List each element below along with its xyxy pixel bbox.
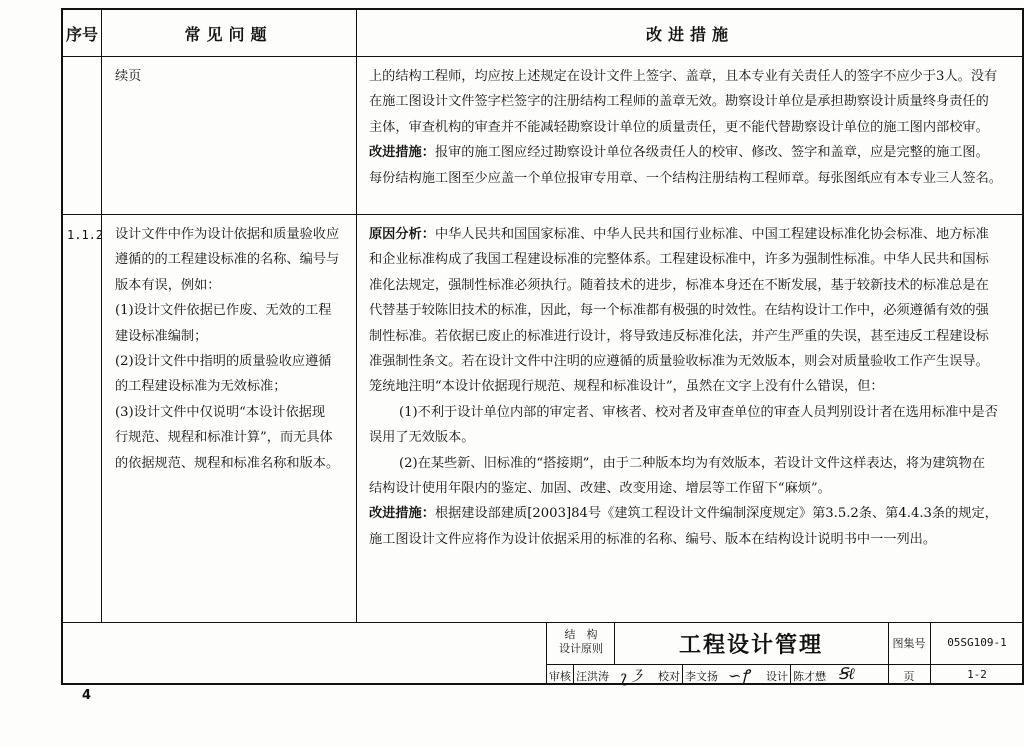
measure-text: 准化法规定，强制性标准必须执行。随着技术的进步，标准本身还在不断发展，基于较新技术的标准总是在 xyxy=(369,277,989,293)
measure-text: 结构设计使用年限内的鉴定、加固、改建、改变用途、增层等工作留下“麻烦”。 xyxy=(369,481,831,497)
measure-line xyxy=(369,140,1019,165)
measure-line xyxy=(369,222,1019,247)
atlas-number: 05SG109-1 xyxy=(947,636,1007,649)
measure-line xyxy=(369,273,1019,298)
measure-text: 主体，审查机构的审查并不能减轻勘察设计单位的质量责任，更不能代替勘察设计单位的施工图内部校审。 xyxy=(369,119,989,135)
measure-text: 中华人民共和国国家标准、中华人民共和国行业标准、中国工程建设标准化协会标准、地方标准 xyxy=(434,227,989,242)
measure-text: 在施工图设计文件签字栏签字的注册结构工程师的盖章无效。勘察设计单位是承担勘察设计质量终身责任的 xyxy=(369,94,989,110)
measure-line xyxy=(369,166,1019,191)
measure-line xyxy=(369,298,1019,323)
problem-line: 版本有误，例如： xyxy=(115,277,221,293)
measure-label: 改进措施： xyxy=(369,145,435,161)
measure-line xyxy=(369,501,1019,526)
header-problem: 常见问题 xyxy=(184,24,273,44)
header-measure: 改进措施 xyxy=(645,24,734,44)
category-line-1: 结 构 xyxy=(564,628,598,641)
problem-line: 的依据规范、规程和标准名称和版本。 xyxy=(115,455,340,471)
check-label: 校对 xyxy=(658,670,680,683)
row-2-problem xyxy=(115,222,350,476)
header-no: 序号 xyxy=(65,24,98,44)
category-line-2: 设计原则 xyxy=(559,642,603,655)
review-label: 审核 xyxy=(549,670,571,683)
measure-line xyxy=(369,247,1019,272)
measure-line xyxy=(369,527,1019,552)
measure-line xyxy=(369,89,1019,114)
col-divider-1 xyxy=(101,10,102,622)
measure-text: 笼统地注明“本设计依据现行规范、规程和标准设计”，虽然在文字上没有什么错误，但： xyxy=(369,379,884,395)
problem-line: (3)设计文件中仅说明“本设计依据现 xyxy=(115,404,326,420)
measure-line xyxy=(369,476,1019,501)
problem-line: 建设标准编制； xyxy=(115,328,208,344)
row-2-number: 1.1.2 xyxy=(67,228,104,242)
measure-label: 原因分析： xyxy=(369,227,435,242)
problem-line: 遵循的的工程建设标准的名称、编号与 xyxy=(115,252,340,268)
page-number-box: 1-2 xyxy=(967,668,987,681)
measure-text: 每份结构施工图至少应盖一个单位报审专用章、一个结构注册结构工程师章。每张图纸应有本专业三人签名。 xyxy=(369,170,1002,186)
row-divider xyxy=(63,214,1022,215)
measure-text: 代替基于较陈旧技术的标准，因此，每一个标准都有极强的时效性。在结构设计工作中，必须遵循有效的强 xyxy=(369,303,989,319)
measure-line xyxy=(369,115,1019,140)
measure-text: 根据建设部建质[2003]84号《建筑工程设计文件编制深度规定》第3.5.2条、第4.4.3条的规定， xyxy=(434,506,998,522)
atlas-label: 图集号 xyxy=(892,637,926,650)
title-block xyxy=(546,622,1024,685)
measure-label: 改进措施： xyxy=(369,506,435,522)
measure-text: 准强制性条文。若在设计文件中注明的应遵循的质量验收标准为无效版本，则会对质量验收工作产生误导。 xyxy=(369,354,989,370)
measure-text: 报审的施工图应经过勘察设计单位各级责任人的校审、修改、签字和盖章，应是完整的施工图。 xyxy=(434,145,989,161)
problem-line: (2)设计文件中指明的质量验收应遵循 xyxy=(115,354,332,370)
row-1-measure xyxy=(369,64,1019,191)
drawing-sheet xyxy=(61,8,1024,685)
page-label: 页 xyxy=(903,670,915,683)
problem-line: (1)设计文件依据已作废、无效的工程 xyxy=(115,303,332,319)
measure-line xyxy=(369,349,1019,374)
measure-text: 施工图设计文件应将作为设计依据采用的标准的名称、编号、版本在结构设计说明书中一一列出。 xyxy=(369,531,937,547)
checker-name: 李文扬 xyxy=(685,670,718,683)
measure-line xyxy=(369,425,1019,450)
row-2-measure xyxy=(369,222,1019,552)
design-label: 设计 xyxy=(766,670,788,683)
measure-line xyxy=(369,374,1019,399)
header-divider xyxy=(63,56,1022,57)
problem-line: 行规范、规程和标准计算”，而无具体 xyxy=(115,430,333,446)
measure-line xyxy=(369,400,1019,425)
drawing-title: 工程设计管理 xyxy=(678,633,823,658)
reviewer-name: 汪洪涛 xyxy=(576,670,609,683)
measure-line xyxy=(369,451,1019,476)
measure-text: (1)不利于设计单位内部的审定者、审核者、校对者及审查单位的审查人员判别设计者在选用标准中是否 xyxy=(399,404,998,420)
measure-line xyxy=(369,64,1019,89)
reviewer-signature: ʅ㇋ xyxy=(620,667,644,686)
col-divider-2 xyxy=(356,10,357,622)
measure-text: 上的结构工程师，均应按上述规定在设计文件上签字、盖章，且本专业有关责任人的签字不应少于3人。没有 xyxy=(369,69,998,84)
category-label xyxy=(550,628,612,656)
row-1-problem xyxy=(115,64,350,89)
problem-line: 续页 xyxy=(115,69,142,84)
measure-text: 和企业标准构成了我国工程建设标准的完整体系。工程建设标准中，许多为强制性标准。中华人民共和国标 xyxy=(369,252,989,268)
checker-signature: ∽ꝭ xyxy=(728,666,749,685)
page-number: 4 xyxy=(82,688,92,703)
measure-text: 误用了无效版本。 xyxy=(369,430,475,446)
measure-line xyxy=(369,324,1019,349)
problem-line: 的工程建设标准为无效标准； xyxy=(115,379,287,395)
measure-text: (2)在某些新、旧标准的“搭接期”，由于二种版本均为有效版本，若设计文件这样表达，将为建筑物在 xyxy=(399,455,986,471)
designer-name: 陈才懋 xyxy=(793,670,826,683)
problem-line: 设计文件中作为设计依据和质量验收应 xyxy=(115,227,340,242)
designer-signature: Ꞩℓ xyxy=(838,664,855,683)
measure-text: 制性标准。若依据已废止的标准进行设计，将导致违反标准化法，并产生严重的失误，甚至违反工程建设标 xyxy=(369,328,989,344)
